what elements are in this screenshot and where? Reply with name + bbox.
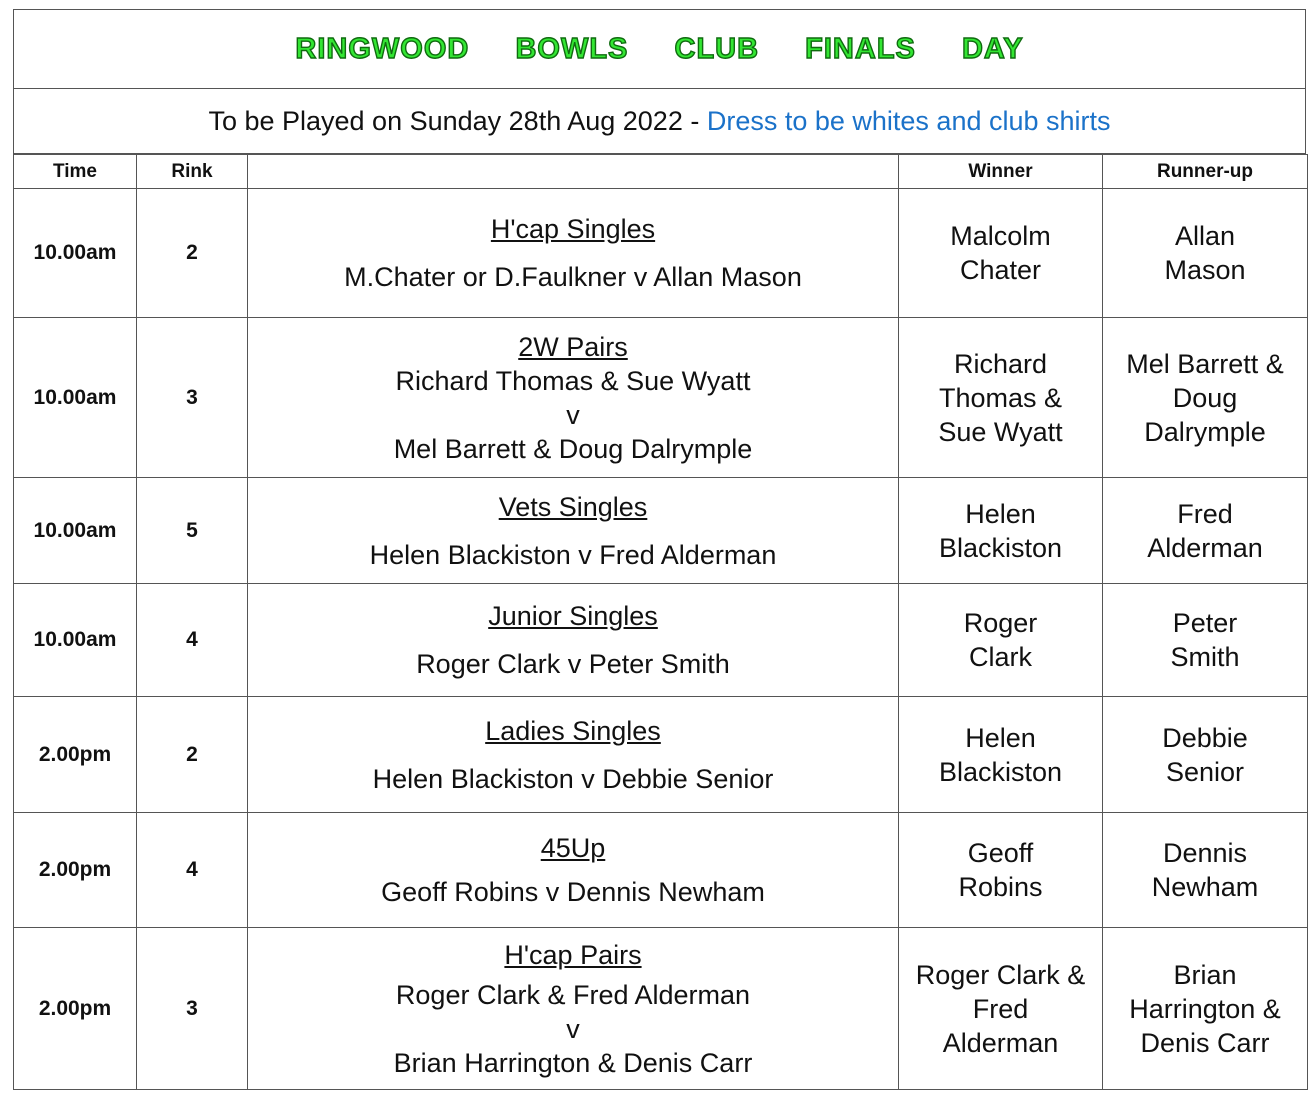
rink-cell: 4 — [137, 813, 248, 928]
page-title: RINGWOOD BOWLS CLUB FINALS DAY — [295, 32, 1024, 65]
event-name: H'cap Pairs — [504, 939, 642, 970]
runner-up-cell — [1103, 189, 1308, 318]
versus-line: v — [566, 1013, 580, 1044]
header-rink: Rink — [137, 155, 248, 189]
rink-cell: 4 — [137, 584, 248, 697]
winner-cell — [899, 189, 1103, 318]
runner-up-line: Alderman — [1147, 532, 1263, 563]
winner-cell — [899, 813, 1103, 928]
event-name: H'cap Singles — [490, 214, 656, 244]
table-row — [14, 697, 1308, 813]
winner-line: Fred — [972, 993, 1029, 1024]
event-name: 2W Pairs — [518, 331, 628, 362]
title-banner — [13, 9, 1306, 89]
winner-cell — [899, 697, 1103, 813]
winner-line: Helen — [965, 722, 1036, 753]
time-cell: 2.00pm — [14, 813, 137, 928]
time-cell: 2.00pm — [14, 928, 137, 1090]
event-cell — [248, 813, 899, 928]
match-line: Richard Thomas & Sue Wyatt — [395, 365, 751, 396]
match-line: Helen Blackiston v Fred Alderman — [369, 539, 777, 570]
runner-up-line: Dennis — [1162, 838, 1248, 868]
runner-up-line: Peter — [1172, 608, 1238, 638]
winner-line: Sue Wyatt — [938, 416, 1063, 447]
winner-line: Chater — [959, 255, 1042, 285]
event-name: Junior Singles — [488, 601, 658, 631]
winner-line: Alderman — [942, 1027, 1059, 1058]
runner-up-line: Harrington & — [1129, 993, 1281, 1024]
dress-code-note: Dress to be whites and club shirts — [706, 105, 1111, 136]
winner-line: Richard — [953, 348, 1048, 379]
winner-line: Helen — [965, 498, 1036, 529]
table-row — [14, 928, 1308, 1090]
winner-line: Roger Clark & — [915, 959, 1086, 990]
event-name: Vets Singles — [498, 491, 648, 522]
runner-up-line: Senior — [1165, 756, 1245, 787]
time-cell: 10.00am — [14, 318, 137, 478]
table-row — [14, 478, 1308, 584]
runner-up-line: Fred — [1177, 498, 1233, 529]
match-line: Geoff Robins v Dennis Newham — [381, 877, 765, 907]
winner-cell — [899, 584, 1103, 697]
runner-up-line: Dalrymple — [1144, 416, 1266, 447]
table-row — [14, 584, 1308, 697]
runner-up-line: Smith — [1170, 642, 1240, 672]
match-line: M.Chater or D.Faulkner v Allan Mason — [344, 262, 802, 292]
subtitle-banner — [13, 89, 1306, 154]
rink-cell: 2 — [137, 189, 248, 318]
finals-schedule-table — [13, 154, 1308, 1090]
match-line: Mel Barrett & Doug Dalrymple — [393, 433, 753, 464]
runner-up-cell — [1103, 478, 1308, 584]
header-time: Time — [14, 155, 137, 189]
runner-up-line: Allan — [1174, 221, 1236, 251]
event-name: Ladies Singles — [485, 715, 661, 746]
runner-up-cell — [1103, 318, 1308, 478]
time-cell: 10.00am — [14, 478, 137, 584]
event-cell — [248, 697, 899, 813]
subtitle-date: To be Played on Sunday 28th Aug 2022 - — [208, 105, 707, 136]
match-line: Helen Blackiston v Debbie Senior — [372, 763, 774, 794]
runner-up-line: Mel Barrett & — [1126, 348, 1284, 379]
event-cell — [248, 189, 899, 318]
rink-cell: 5 — [137, 478, 248, 584]
runner-up-cell — [1103, 584, 1308, 697]
time-cell: 10.00am — [14, 584, 137, 697]
winner-cell — [899, 318, 1103, 478]
event-cell — [248, 318, 899, 478]
match-line: Roger Clark v Peter Smith — [416, 649, 730, 679]
versus-line: v — [566, 399, 580, 430]
match-line: Brian Harrington & Denis Carr — [393, 1047, 753, 1078]
time-cell: 2.00pm — [14, 697, 137, 813]
header-runner-up: Runner-up — [1103, 155, 1308, 189]
rink-cell: 3 — [137, 318, 248, 478]
winner-line: Blackiston — [938, 532, 1063, 563]
rink-cell: 2 — [137, 697, 248, 813]
winner-line: Geoff — [967, 838, 1034, 868]
winner-cell — [899, 478, 1103, 584]
table-row — [14, 318, 1308, 478]
runner-up-line: Doug — [1172, 382, 1238, 413]
winner-line: Blackiston — [938, 756, 1063, 787]
rink-cell: 3 — [137, 928, 248, 1090]
header-winner: Winner — [899, 155, 1103, 189]
winner-line: Malcolm — [950, 221, 1051, 251]
winner-line: Roger — [963, 608, 1038, 638]
runner-up-cell — [1103, 813, 1308, 928]
runner-up-line: Debbie — [1162, 722, 1248, 753]
event-cell — [248, 478, 899, 584]
runner-up-cell — [1103, 697, 1308, 813]
match-line: Roger Clark & Fred Alderman — [395, 979, 751, 1010]
winner-cell — [899, 928, 1103, 1090]
header-row — [14, 155, 1308, 189]
runner-up-line: Denis Carr — [1140, 1027, 1270, 1058]
time-cell: 10.00am — [14, 189, 137, 318]
event-name: 45Up — [540, 833, 606, 863]
runner-up-cell — [1103, 928, 1308, 1090]
winner-line: Robins — [958, 872, 1043, 902]
runner-up-line: Mason — [1164, 255, 1246, 285]
event-cell — [248, 584, 899, 697]
table-row — [14, 189, 1308, 318]
event-cell — [248, 928, 899, 1090]
runner-up-line: Newham — [1151, 872, 1259, 902]
table-row — [14, 813, 1308, 928]
winner-line: Clark — [968, 642, 1032, 672]
header-event — [248, 155, 899, 189]
winner-line: Thomas & — [938, 382, 1063, 413]
runner-up-line: Brian — [1173, 959, 1237, 990]
